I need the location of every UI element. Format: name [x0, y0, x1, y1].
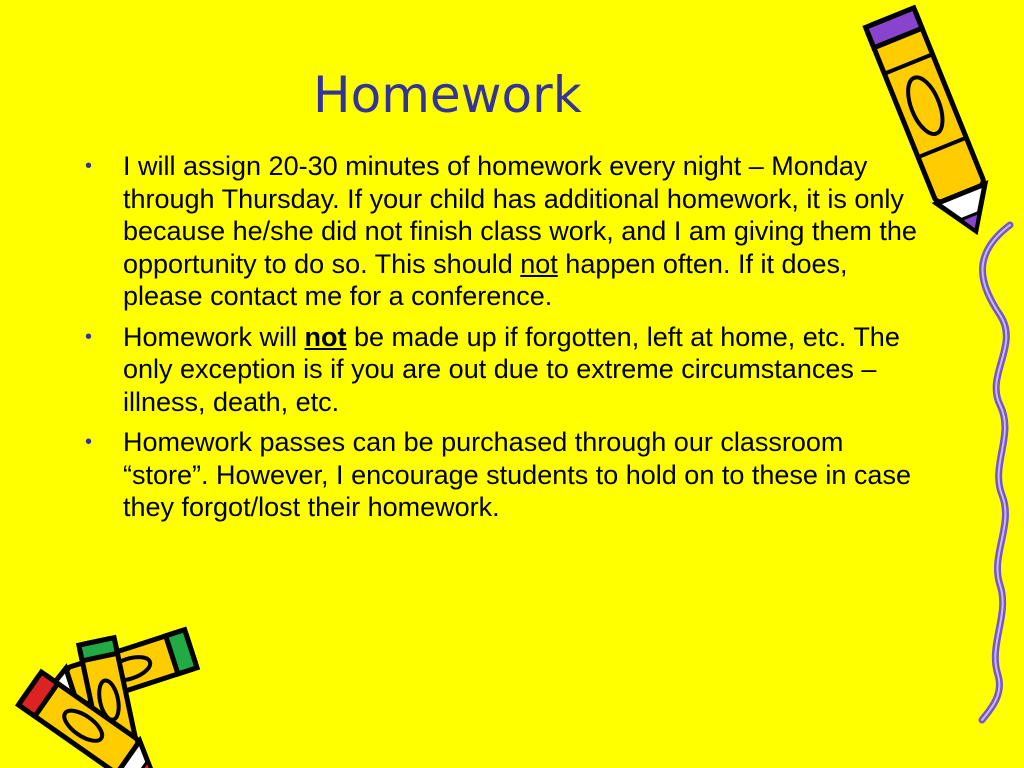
bullet-text: Homework passes can be purchased through our classroom “store”. However, I encourage students to hold on to these in case they forgot/lost their homework.: [123, 427, 911, 522]
bullet-item: [83, 150, 933, 313]
bullet-marker: •: [85, 155, 93, 177]
crayon-icon: [855, 0, 1005, 245]
crayons-icon: [0, 615, 210, 768]
bullet-marker: •: [85, 325, 93, 348]
bullet-text: be made up if forgotten, left at home, etc. The only exception is if you are out due to extreme circumstances – illness, death, etc.: [123, 321, 900, 417]
bullet-item: [83, 426, 933, 524]
emphasis-text: not: [304, 321, 347, 352]
emphasis-text: not: [520, 248, 558, 279]
bullet-text: happen often. If it does, please contact me for a conference.: [123, 248, 848, 311]
squiggle-line: [960, 225, 1024, 725]
bullet-list: [83, 150, 933, 532]
slide-title: Homework: [313, 66, 582, 124]
bullet-text: Homework will: [123, 321, 305, 352]
bullet-text: I will assign 20-30 minutes of homework every night – Monday through Thursday. If your child has additional homework, it is only because he/she did not finish class work, and I am giving them the opportunity to do so. This should: [123, 151, 917, 279]
bullet-item: [83, 321, 933, 419]
bullet-marker: •: [85, 431, 93, 453]
